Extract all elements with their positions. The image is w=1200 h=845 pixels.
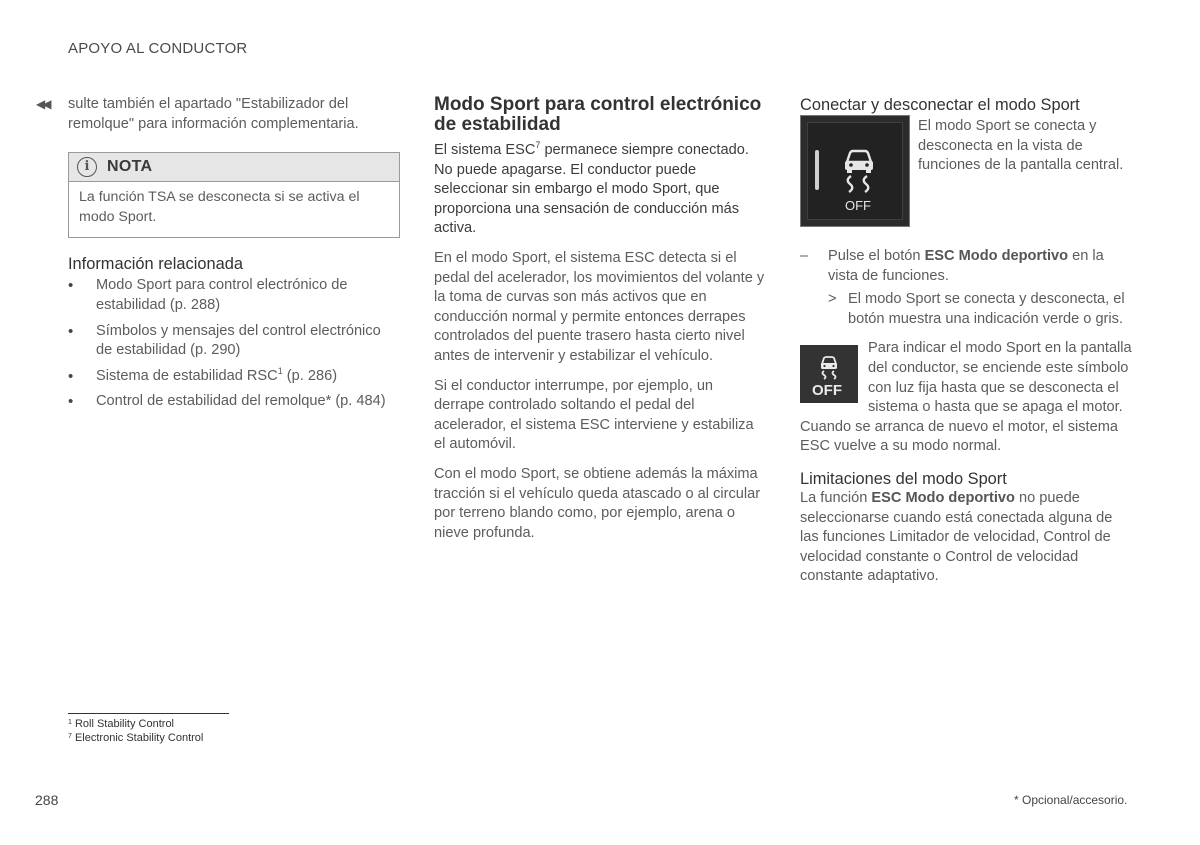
button-indicator-led: [815, 150, 819, 190]
symbol-text: Para indicar el modo Sport en la pantalla del conductor, se enciende este símbolo con luz fija hasta que se desconecta el sistema o hasta que se apaga el motor. Cuando se arranca de nuevo el motor, el sistema ESC vuelve a su modo normal.: [800, 340, 1132, 455]
footnote-1: [68, 717, 174, 731]
section-heading-toggle-sport: Conectar y desconectar el modo Sport: [800, 96, 1080, 114]
limitations-paragraph: [800, 489, 1132, 587]
related-link-rsc[interactable]: [68, 367, 400, 387]
step-text-a: Pulse el botón: [828, 248, 925, 264]
note-box: [68, 152, 400, 238]
step-text-b: en la vista de funciones.: [828, 248, 1104, 284]
symbol-description: [800, 339, 1132, 457]
button-description: El modo Sport se conecta y desconecta en la vista de funciones de la pantalla central.: [918, 118, 1124, 174]
related-link-rsc-text: Sistema de estabilidad RSC: [96, 367, 278, 384]
page-header-title: APOYO AL CONDUCTOR: [68, 40, 248, 57]
section-heading-sport-mode: Modo Sport para control electrónico de estabilidad: [434, 94, 762, 135]
footnote-separator: [68, 713, 229, 714]
related-link-rsc-page: (p. 286): [282, 367, 338, 384]
continuation-paragraph: sulte también el apartado "Estabilizador del remolque" para información complementaria.: [68, 96, 359, 132]
esc-off-symbol-icon: [800, 345, 858, 403]
column-left: [36, 95, 400, 418]
intro-text-b: permanece siempre conectado. No puede apagarse. El conductor puede seleccionar sin embargo el modo Sport, que proporciona una sensación de conducción más activa.: [434, 142, 749, 237]
page-number: 288: [35, 792, 59, 808]
limitations-text-b: no puede seleccionarse cuando está conectada alguna de las funciones Limitador de velocidad, Control de velocidad constante o Control de velocidad constante adaptativo.: [800, 489, 1113, 585]
intro-paragraph: [434, 141, 766, 239]
accessory-note: * Opcional/accesorio.: [1014, 793, 1128, 807]
related-link-esc-symbols[interactable]: • Símbolos y mensajes del control electrónico de estabilidad (p. 290): [68, 322, 400, 361]
intro-text-a: El sistema ESC: [434, 142, 536, 158]
result-text: El modo Sport se conecta y desconecta, el botón muestra una indicación verde o gris.: [848, 291, 1125, 327]
footnote-number: 7: [68, 733, 72, 740]
button-off-label: OFF: [845, 198, 871, 213]
footnote-text: Electronic Stability Control: [71, 732, 204, 744]
body-paragraph: En el modo Sport, el sistema ESC detecta si el pedal del acelerador, los movimientos del volante y la toma de curvas son más activos que en conducción normal y permite entonces derrapes controlados del puente trasero hasta cierto nivel antes de intervenir y estabilizar el vehículo.: [434, 249, 765, 364]
note-title: NOTA: [107, 158, 153, 176]
esc-sport-mode-label: ESC Modo deportivo: [924, 248, 1069, 264]
column-right: [800, 95, 1132, 587]
limitations-text-a: La función: [800, 489, 872, 506]
skidding-car-icon: [837, 144, 881, 200]
related-info-list: [68, 276, 400, 412]
esc-off-button-icon: [800, 115, 910, 227]
limitations-heading: Limitaciones del modo Sport: [800, 469, 1007, 488]
body-paragraph: Con el modo Sport, se obtiene además la máxima tracción si el vehículo queda atascado o al circular por terreno blando como, por ejemplo, arena o nieve profunda.: [434, 465, 761, 541]
symbol-off-label: OFF: [812, 382, 842, 400]
body-paragraph: Si el conductor interrumpe, por ejemplo, un derrape controlado soltando el pedal del acelerador, el sistema ESC interviene y estabiliza el automóvil.: [434, 377, 754, 453]
footnote-text: Roll Stability Control: [71, 718, 174, 730]
footnote-number: 1: [68, 719, 72, 726]
footnote-ref: 1: [277, 365, 283, 376]
note-header: [69, 153, 399, 182]
note-body: La función TSA se desconecta si se activa el modo Sport.: [79, 189, 360, 225]
footnote-ref: 7: [535, 140, 541, 150]
instruction-step: [800, 247, 1132, 286]
result-marker: >: [828, 291, 837, 308]
info-icon: i: [77, 157, 97, 177]
column-middle: [434, 95, 766, 543]
step-result: [800, 290, 1132, 329]
continued-from-previous-page-icon: ◀◀: [36, 97, 49, 111]
step-dash: –: [800, 248, 809, 264]
related-info-heading: Información relacionada: [68, 255, 243, 274]
button-image-row: [800, 115, 1132, 227]
related-link-esc-sport[interactable]: • Modo Sport para control electrónico de estabilidad (p. 288): [68, 276, 400, 315]
esc-sport-mode-label: ESC Modo deportivo: [871, 489, 1015, 506]
related-link-trailer-stability[interactable]: • Control de estabilidad del remolque* (p. 484): [68, 392, 400, 412]
footnote-7: [68, 731, 203, 745]
